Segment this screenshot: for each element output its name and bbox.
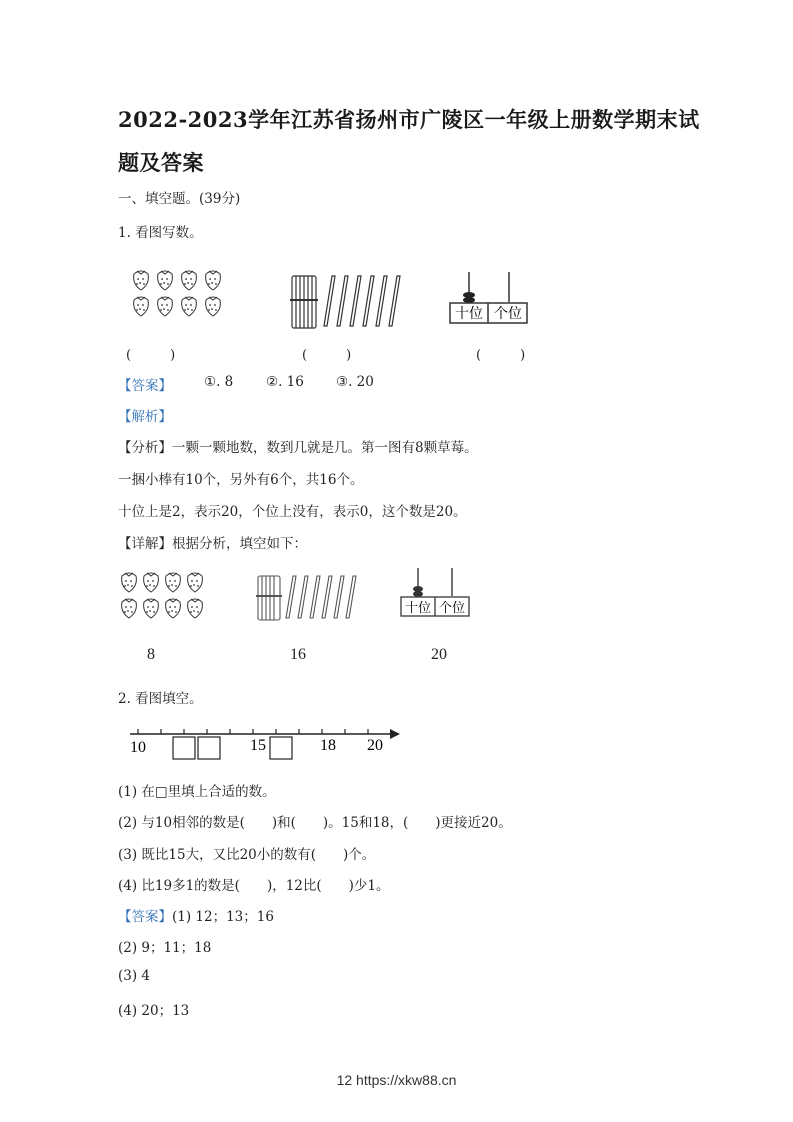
q2-sub-4: (4) 比19多1的数是( )，12比( )少1。: [118, 878, 390, 894]
q1-analysis-tag: 【解析】: [118, 409, 172, 425]
q1-answer-1: ①. 8: [204, 374, 234, 390]
number-line-box-2: [198, 737, 220, 759]
q1-answer-tag: 【答案】: [118, 378, 172, 394]
q1-analysis-line-1: 【分析】一颗一颗地数，数到几就是几。第一图有8颗草莓。: [118, 440, 478, 456]
number-line-label-18: 18: [320, 737, 336, 754]
q1-analysis-line-2: 一捆小棒有10个，另外有6个，共16个。: [118, 472, 364, 488]
number-line-box-1: [173, 737, 195, 759]
number-line-figure: [118, 722, 403, 762]
detail-abacus-ones-label: 个位: [438, 600, 466, 615]
number-line-box-3: [270, 737, 292, 759]
q2-sub-2: (2) 与10相邻的数是( )和( )。15和18，( )更接近20。: [118, 815, 512, 831]
detail-value-3: 20: [431, 646, 447, 663]
section-heading: 一、填空题。(39分): [118, 191, 241, 207]
page-title-line2: 题及答案: [118, 150, 204, 175]
detail-value-2: 16: [290, 646, 306, 663]
page-footer: 12 https://xkw88.cn: [336, 1072, 457, 1088]
q2-sub-1: (1) 在□里填上合适的数。: [118, 784, 276, 800]
q2-answer-2: (2) 9；11；18: [118, 940, 212, 956]
q2-answer-3: (3) 4: [118, 968, 151, 984]
abacus-tens-label: 十位: [455, 307, 483, 322]
q1-blank-2: ( ): [302, 348, 352, 363]
q2-sub-3: (3) 既比15大，又比20小的数有( )个。: [118, 847, 376, 863]
q1-analysis-line-4: 【详解】根据分析，填空如下：: [118, 536, 307, 552]
detail-abacus-tens-label: 十位: [404, 600, 432, 615]
abacus-ones-label: 个位: [494, 307, 522, 322]
detail-value-1: 8: [147, 646, 155, 663]
number-line-label-15: 15: [250, 737, 266, 754]
q1-answer-2: ②. 16: [266, 374, 304, 390]
q1-blank-1: ( ): [126, 348, 176, 363]
q1-prompt: 1. 看图写数。: [118, 225, 203, 241]
q1-blank-3: ( ): [476, 348, 526, 363]
number-line-label-20: 20: [367, 737, 383, 754]
strawberries-figure: [130, 268, 240, 332]
q2-answer-tag: 【答案】: [118, 909, 172, 925]
q2-answer-4: (4) 20；13: [118, 1003, 190, 1019]
q1-analysis-line-3: 十位上是2，表示20，个位上没有，表示0，这个数是20。: [118, 504, 467, 520]
q2-answer-line-1: [118, 905, 274, 925]
sticks-figure: [286, 272, 406, 332]
q1-answer-3: ③. 20: [336, 374, 374, 390]
page-title-line1: 2022-2023学年江苏省扬州市广陵区一年级上册数学期末试: [118, 107, 700, 132]
q2-prompt: 2. 看图填空。: [118, 691, 203, 707]
q2-answer-1: (1) 12；13；16: [172, 909, 274, 925]
detail-abacus-figure: [398, 566, 473, 622]
number-line-label-10: 10: [130, 739, 146, 756]
detail-strawberries-figure: [118, 570, 214, 624]
abacus-figure: [447, 270, 532, 330]
detail-sticks-figure: [254, 572, 358, 624]
